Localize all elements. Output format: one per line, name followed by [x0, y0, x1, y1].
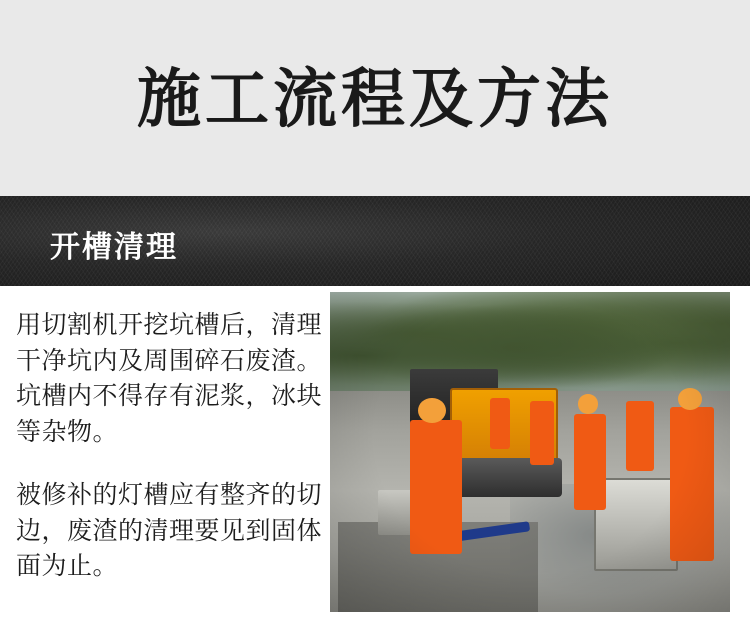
page-title: 施工流程及方法	[137, 64, 613, 135]
text-column	[0, 286, 330, 585]
construction-photo	[330, 292, 730, 612]
content-area	[0, 286, 750, 626]
body-paragraph-1: 用切割机开挖坑槽后，清理干净坑内及周围碎石废渣。坑槽内不得存有泥浆，冰块等杂物。	[16, 312, 323, 446]
body-paragraph-2: 被修补的灯槽应有整齐的切边，废渣的清理要见到固体面为止。	[16, 482, 323, 580]
section-title: 开槽清理	[50, 231, 178, 264]
photo-vignette	[330, 292, 730, 612]
section-header-band	[0, 196, 750, 286]
header-band	[0, 0, 750, 196]
